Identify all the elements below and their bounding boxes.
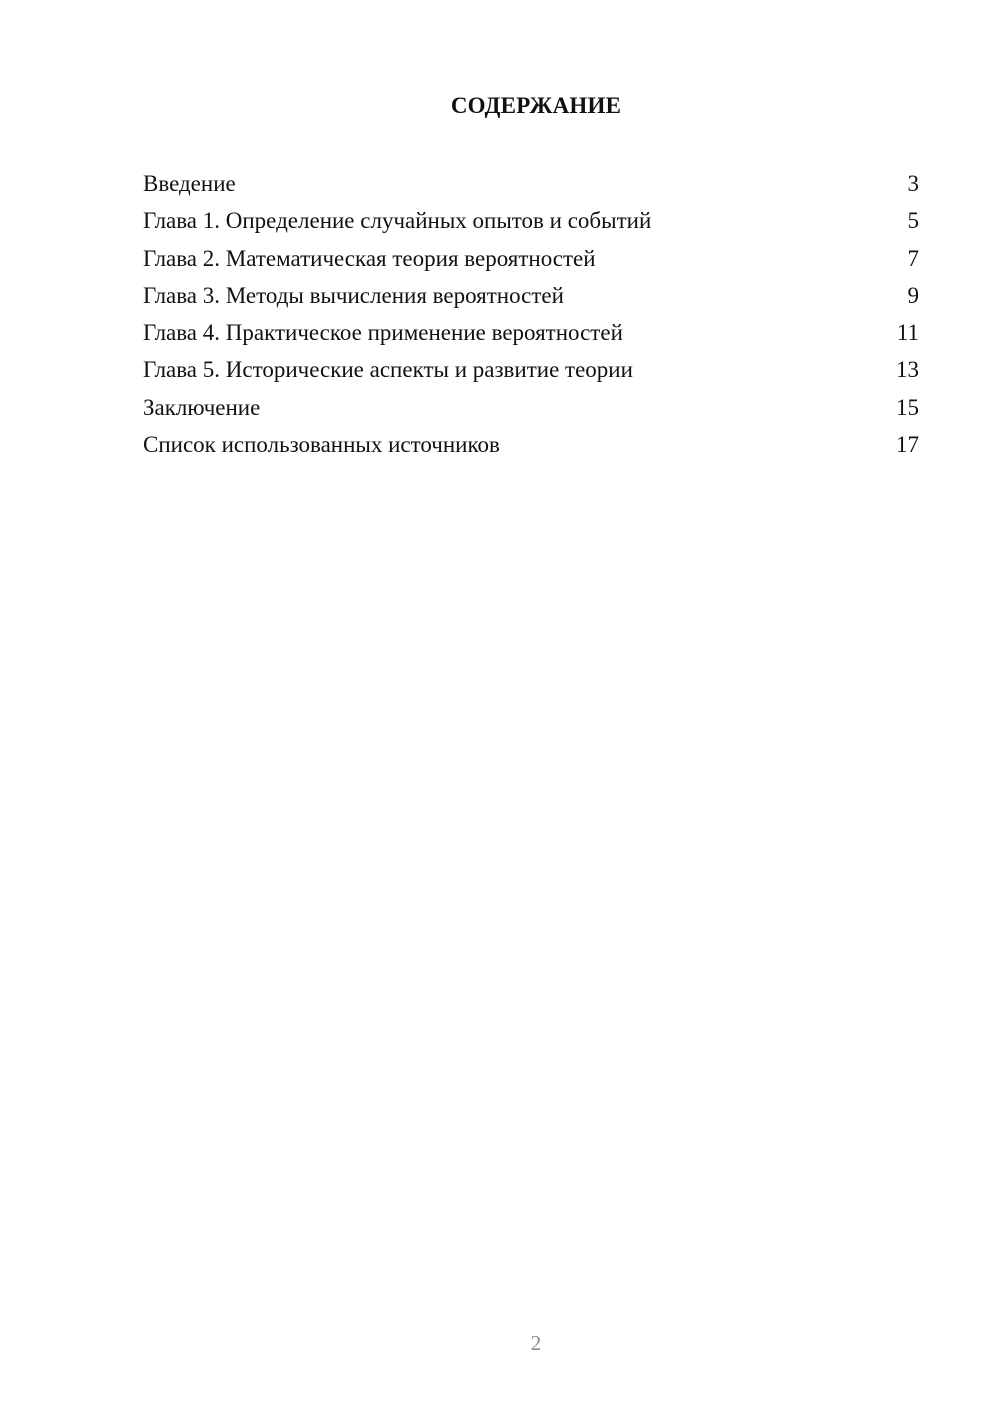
toc-entry-page: 3 [907, 171, 919, 196]
toc-entry-chapter-4 [143, 314, 919, 351]
toc-entry-page: 15 [896, 394, 919, 420]
toc-entry-page: 17 [896, 432, 919, 458]
toc-entry-page: 7 [907, 245, 919, 271]
page-number: 2 [530, 1331, 542, 1355]
toc-entry-chapter-5 [143, 351, 919, 388]
toc-entry-introduction [143, 165, 919, 202]
toc-entry-label: Заключение [143, 394, 261, 420]
toc-entry-chapter-1 [143, 202, 919, 239]
toc-entry-page: 11 [896, 320, 919, 346]
toc-entry-references [143, 426, 919, 463]
toc-entry-page: 9 [907, 282, 919, 308]
toc-entry-label: Глава 4. Практическое применение вероятностей [143, 320, 623, 346]
toc-entry-conclusion [143, 389, 919, 426]
toc-entry-label: Список использованных источников [143, 432, 500, 458]
toc-entry-chapter-2 [143, 240, 919, 277]
toc-entry-label: Глава 3. Методы вычисления вероятностей [143, 282, 564, 308]
toc-entry-label: Введение [143, 171, 236, 196]
toc-entry-page: 5 [907, 208, 919, 234]
toc-entry-chapter-3 [143, 277, 919, 314]
toc-entry-page: 13 [896, 357, 919, 383]
toc-entry-label: Глава 5. Исторические аспекты и развитие теории [143, 357, 633, 383]
toc-entry-label: Глава 2. Математическая теория вероятностей [143, 245, 596, 271]
page-title: СОДЕРЖАНИЕ [450, 93, 622, 118]
toc-entry-label: Глава 1. Определение случайных опытов и событий [143, 208, 652, 234]
table-of-contents [143, 165, 919, 463]
